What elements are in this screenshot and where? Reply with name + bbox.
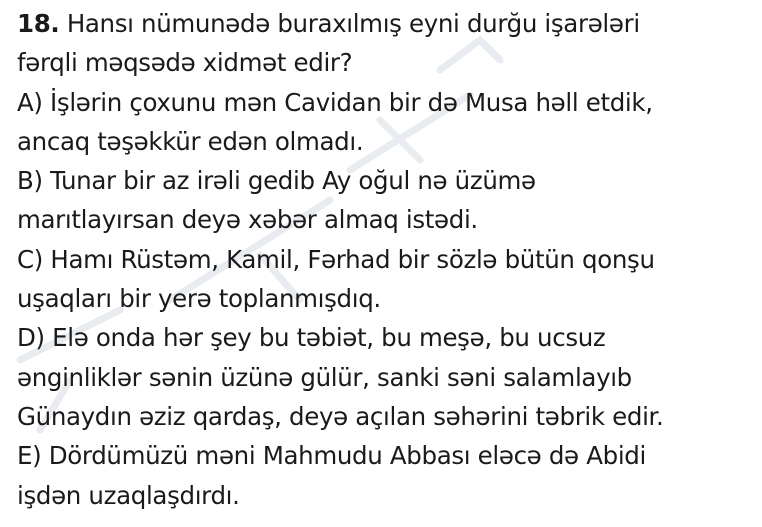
option-b-line-1: B) Tunar bir az irəli gedib Ay oğul nə üzümə xyxy=(17,166,536,196)
option-c-line-2: uşaqları bir yerə toplanmışdıq. xyxy=(17,284,381,314)
option-e-line-2: işdən uzaqlaşdırdı. xyxy=(17,480,240,510)
question-block xyxy=(17,4,757,515)
option-b-line-2: marıtlayırsan deyə xəbər almaq istədi. xyxy=(17,205,478,235)
question-stem-line-1 xyxy=(17,4,757,43)
option-d-line-2: ənginliklər sənin üzünə gülür, sanki səni salamlayıb xyxy=(17,362,632,392)
question-stem-text-1: Hansı nümunədə buraxılmış eyni durğu işarələri xyxy=(66,9,640,38)
option-d-line-1: D) Elə onda hər şey bu təbiət, bu meşə, bu ucsuz xyxy=(17,323,606,353)
question-number: 18. xyxy=(17,9,60,38)
question-stem-line-2: fərqli məqsədə xidmət edir? xyxy=(17,48,353,78)
option-c-line-1: C) Hamı Rüstəm, Kamil, Fərhad bir sözlə bütün qonşu xyxy=(17,244,655,274)
option-a-line-1: A) İşlərin çoxunu mən Cavidan bir də Musa həll etdik, xyxy=(17,87,653,117)
option-e-line-1: E) Dördümüzü məni Mahmudu Abbası eləcə də Abidi xyxy=(17,441,646,471)
option-d-line-3: Günaydın əziz qardaş, deyə açılan səhərini təbrik edir. xyxy=(17,401,664,431)
option-a-line-2: ancaq təşəkkür edən olmadı. xyxy=(17,126,364,156)
